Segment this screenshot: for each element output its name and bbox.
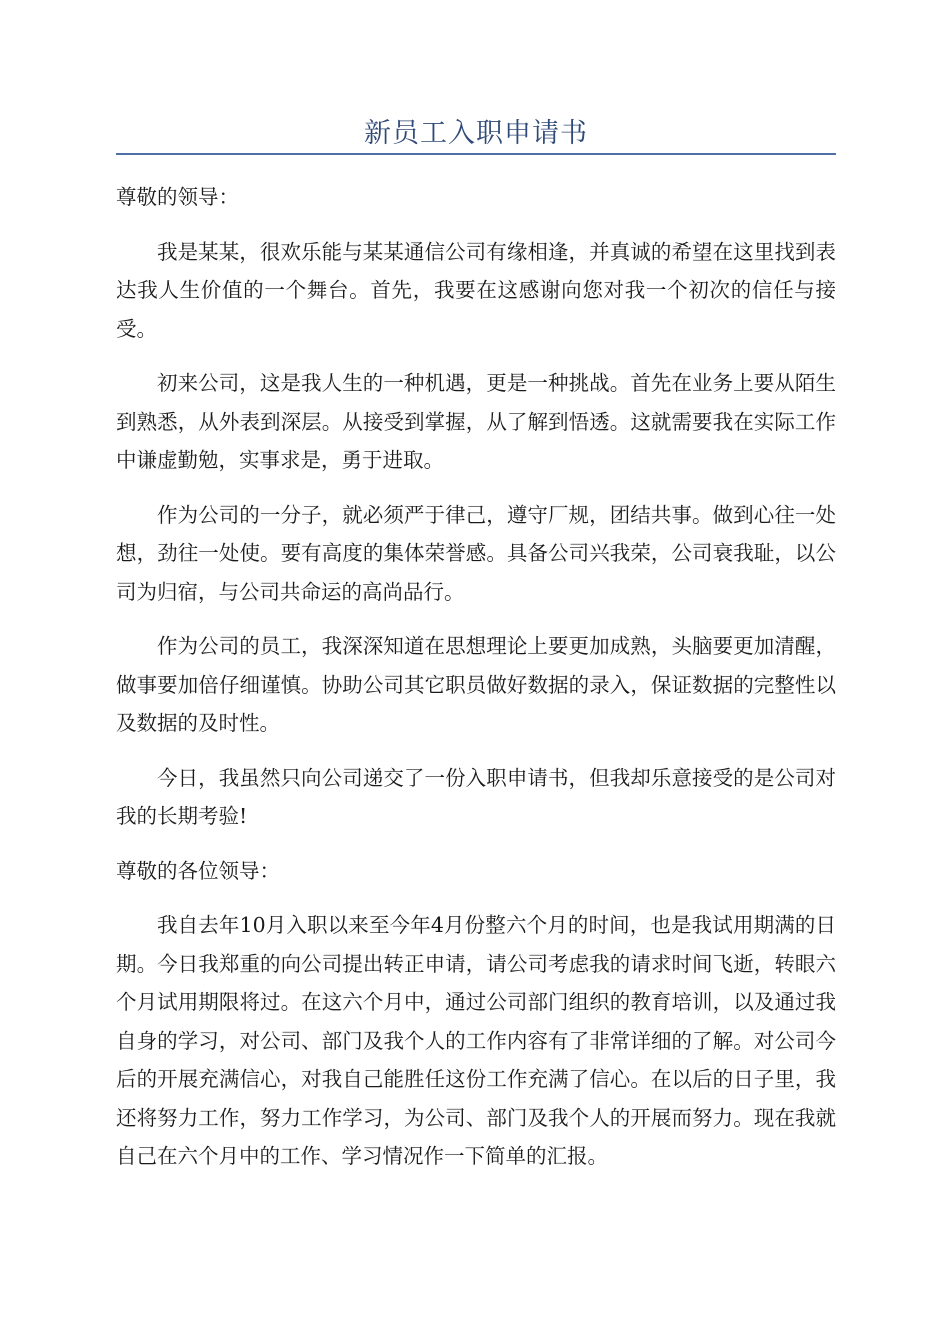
salutation: 尊敬的领导： — [116, 185, 239, 209]
document-body — [116, 178, 836, 1176]
salutation: 尊敬的各位领导： — [116, 858, 280, 883]
body-paragraph: 我是某某，很欢乐能与某某通信公司有缘相逢，并真诚的希望在这里找到表达我人生价值的一个舞台。首先，我要在这感谢向您对我一个初次的信任与接受。 — [116, 239, 836, 341]
body-paragraph: 初来公司，这是我人生的一种机遇，更是一种挑战。首先在业务上要从陌生到熟悉，从外表到深层。从接受到掌握，从了解到悟透。这就需要我在实际工作中谦虚勤勉，实事求是，勇于进取。 — [116, 371, 836, 472]
body-paragraph: 作为公司的员工，我深深知道在思想理论上要更加成熟，头脑要更加清醒，做事要加倍仔细谨慎。协助公司其它职员做好数据的录入，保证数据的完整性以及数据的及时性。 — [116, 634, 836, 735]
title-underline — [116, 153, 836, 155]
document-title: 新员工入职申请书 — [364, 118, 588, 149]
body-paragraph: 我自去年10月入职以来至今年4月份整六个月的时间，也是我试用期满的日期。今日我郑重的向公司提出转正申请，请公司考虑我的请求时间飞逝，转眼六个月试用期限将过。在这六个月中，通过公司部门组织的教育培训，以及通过我自身的学习，对公司、部门及我个人的工作内容有了非常详细的了解。对公司今后的开展充满信心，对我自己能胜任这份工作充满了信心。在以后的日子里，我还将努力工作，努力工作学习，为公司、部门及我个人的开展而努力。现在我就自己在六个月中的工作、学习情况作一下简单的汇报。 — [116, 913, 836, 1168]
body-paragraph: 今日，我虽然只向公司递交了一份入职申请书，但我却乐意接受的是公司对我的长期考验! — [116, 765, 836, 828]
body-paragraph: 作为公司的一分子，就必须严于律己，遵守厂规，团结共事。做到心往一处想，劲往一处使。要有高度的集体荣誉感。具备公司兴我荣，公司衰我耻，以公司为归宿，与公司共命运的高尚品行。 — [116, 502, 836, 604]
